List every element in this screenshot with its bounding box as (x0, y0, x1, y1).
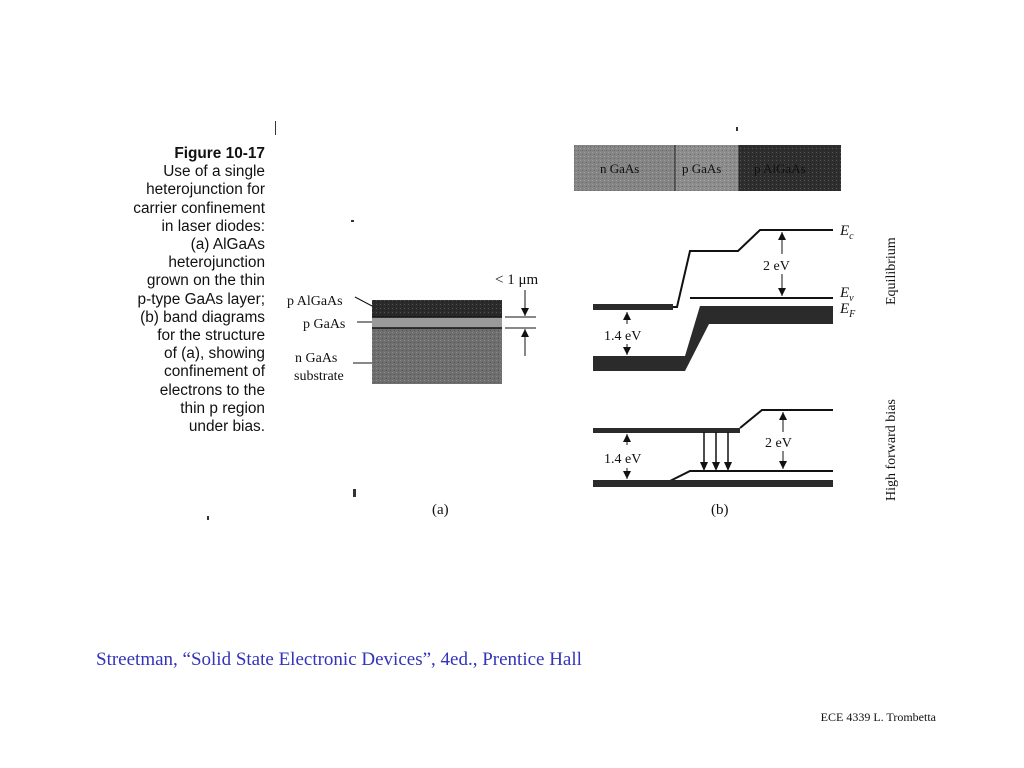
ev-band-left (593, 304, 673, 310)
caption-line: p-type GaAs layer; (137, 290, 265, 308)
layer-p-gaas (372, 317, 502, 328)
caption-line: heterojunction for (146, 181, 265, 199)
equilibrium-side-label: Equilibrium (884, 237, 899, 305)
thickness-label: < 1 μm (495, 272, 539, 288)
caption-line: (b) band diagrams (140, 308, 265, 326)
fb-conduction-band (593, 428, 740, 433)
caption-line: of (a), showing (164, 345, 265, 363)
forward-bias-band-diagram (593, 410, 833, 487)
panel-b-label: (b) (711, 502, 729, 518)
equilibrium-band-diagram (593, 230, 833, 371)
slide-footer: ECE 4339 L. Trombetta (820, 710, 936, 724)
strip-label-n-gaas: n GaAs (600, 161, 640, 176)
ef-label: $E_F$ (840, 301, 856, 320)
gap-left-fb-label: 1.4 eV (604, 452, 642, 467)
caption-line: for the structure (157, 327, 265, 345)
figure-title: Figure 10-17 (174, 145, 265, 162)
caption-line: heterojunction (168, 254, 265, 272)
label-n-gaas: n GaAs (295, 351, 338, 366)
citation: Streetman, “Solid State Electronic Devices”, 4ed., Prentice Hall (96, 649, 582, 670)
gap-right-eq-label: 2 eV (763, 259, 790, 274)
caption-line: Use of a single (163, 163, 265, 181)
gap-right-fb-label: 2 eV (765, 436, 792, 451)
caption-line: electrons to the (159, 381, 265, 399)
layer-stack (372, 300, 502, 384)
caption-line: thin p region (180, 399, 265, 417)
caption-line: carrier confinement (133, 199, 265, 217)
gap-left-eq-label: 1.4 eV (604, 329, 642, 344)
caption-line: confinement of (164, 363, 265, 381)
caption-line: grown on the thin (146, 272, 265, 290)
caption-line: (a) AlGaAs (190, 236, 265, 254)
panel-a-label: (a) (432, 502, 449, 518)
caption-line: in laser diodes: (161, 217, 265, 235)
ev-label: $E_v$ (840, 285, 854, 304)
layer-leaders (353, 297, 372, 363)
ec-line (593, 230, 833, 307)
thickness-dimension (505, 290, 536, 356)
ev-band (593, 356, 668, 371)
label-p-gaas: p GaAs (303, 317, 346, 332)
valence-step (668, 306, 833, 371)
strip-label-p-algaas: p AlGaAs (754, 161, 806, 176)
strip-label-p-gaas: p GaAs (682, 161, 722, 176)
forward-bias-side-label: High forward bias (884, 399, 899, 501)
ec-label: $E_c$ (840, 223, 854, 242)
label-p-algaas: p AlGaAs (287, 294, 343, 309)
caption-line: under bias. (188, 418, 265, 436)
fb-valence-band (593, 480, 833, 487)
label-substrate: substrate (294, 369, 344, 384)
